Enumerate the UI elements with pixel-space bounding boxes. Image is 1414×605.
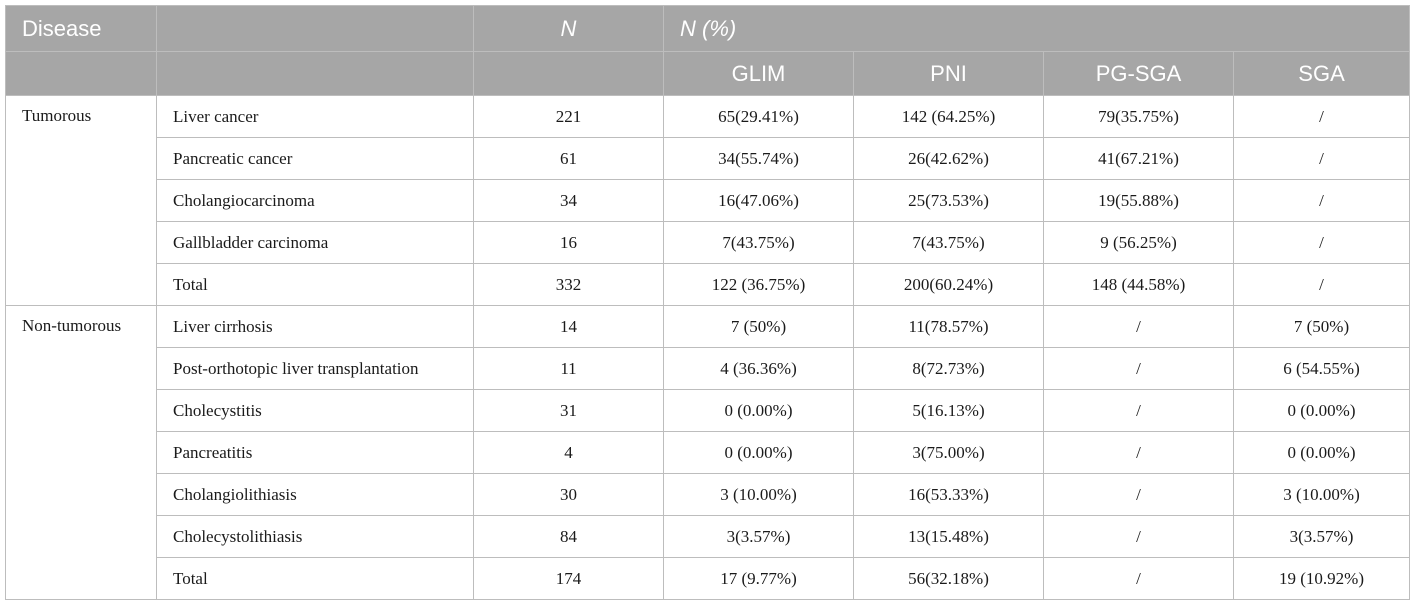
group-label: Tumorous <box>6 96 157 306</box>
cell-pg-sga: / <box>1044 390 1234 432</box>
table-row <box>6 516 1410 558</box>
cell-pni: 5(16.13%) <box>854 390 1044 432</box>
cell-glim: 122 (36.75%) <box>664 264 854 306</box>
cell-disease: Post-orthotopic liver transplantation <box>157 348 474 390</box>
table-row <box>6 474 1410 516</box>
cell-pni: 3(75.00%) <box>854 432 1044 474</box>
cell-glim: 16(47.06%) <box>664 180 854 222</box>
table-row <box>6 222 1410 264</box>
cell-n: 61 <box>474 138 664 180</box>
cell-pg-sga: / <box>1044 516 1234 558</box>
header-disease: Disease <box>6 6 157 52</box>
cell-pni: 56(32.18%) <box>854 558 1044 600</box>
cell-glim: 0 (0.00%) <box>664 390 854 432</box>
cell-sga: / <box>1234 180 1410 222</box>
header-blank <box>6 52 157 96</box>
cell-pg-sga: / <box>1044 474 1234 516</box>
cell-disease: Pancreatitis <box>157 432 474 474</box>
cell-pg-sga: 148 (44.58%) <box>1044 264 1234 306</box>
cell-disease: Total <box>157 264 474 306</box>
cell-disease: Cholecystitis <box>157 390 474 432</box>
cell-sga: 3 (10.00%) <box>1234 474 1410 516</box>
cell-pg-sga: 9 (56.25%) <box>1044 222 1234 264</box>
cell-glim: 0 (0.00%) <box>664 432 854 474</box>
cell-pg-sga: / <box>1044 348 1234 390</box>
cell-pg-sga: / <box>1044 306 1234 348</box>
cell-pni: 25(73.53%) <box>854 180 1044 222</box>
header-row-1 <box>6 6 1410 52</box>
cell-glim: 65(29.41%) <box>664 96 854 138</box>
cell-sga: / <box>1234 138 1410 180</box>
cell-pni: 8(72.73%) <box>854 348 1044 390</box>
cell-n: 221 <box>474 96 664 138</box>
cell-n: 11 <box>474 348 664 390</box>
table-row <box>6 432 1410 474</box>
table-row <box>6 558 1410 600</box>
group-label: Non-tumorous <box>6 306 157 600</box>
cell-glim: 17 (9.77%) <box>664 558 854 600</box>
cell-disease: Pancreatic cancer <box>157 138 474 180</box>
header-blank <box>157 6 474 52</box>
header-n: N <box>474 6 664 52</box>
header-blank <box>474 52 664 96</box>
table-row <box>6 264 1410 306</box>
cell-sga: 19 (10.92%) <box>1234 558 1410 600</box>
cell-n: 174 <box>474 558 664 600</box>
cell-sga: 7 (50%) <box>1234 306 1410 348</box>
cell-pni: 7(43.75%) <box>854 222 1044 264</box>
cell-glim: 3 (10.00%) <box>664 474 854 516</box>
cell-sga: / <box>1234 264 1410 306</box>
table-row <box>6 348 1410 390</box>
cell-sga: / <box>1234 222 1410 264</box>
cell-disease: Cholangiocarcinoma <box>157 180 474 222</box>
cell-disease: Liver cancer <box>157 96 474 138</box>
cell-glim: 7(43.75%) <box>664 222 854 264</box>
cell-sga: / <box>1234 96 1410 138</box>
table-row <box>6 138 1410 180</box>
cell-n: 332 <box>474 264 664 306</box>
cell-n: 34 <box>474 180 664 222</box>
cell-pg-sga: / <box>1044 558 1234 600</box>
header-pni: PNI <box>854 52 1044 96</box>
cell-sga: 3(3.57%) <box>1234 516 1410 558</box>
cell-glim: 4 (36.36%) <box>664 348 854 390</box>
header-n-pct-text: N (%) <box>680 15 737 41</box>
cell-disease: Cholangiolithiasis <box>157 474 474 516</box>
cell-disease: Gallbladder carcinoma <box>157 222 474 264</box>
cell-disease: Cholecystolithiasis <box>157 516 474 558</box>
cell-pni: 13(15.48%) <box>854 516 1044 558</box>
cell-pni: 26(42.62%) <box>854 138 1044 180</box>
cell-disease: Liver cirrhosis <box>157 306 474 348</box>
cell-n: 14 <box>474 306 664 348</box>
table-row <box>6 180 1410 222</box>
cell-pg-sga: 79(35.75%) <box>1044 96 1234 138</box>
header-sga: SGA <box>1234 52 1410 96</box>
cell-sga: 0 (0.00%) <box>1234 432 1410 474</box>
cell-pg-sga: 19(55.88%) <box>1044 180 1234 222</box>
data-table <box>5 5 1410 600</box>
cell-pni: 142 (64.25%) <box>854 96 1044 138</box>
cell-n: 84 <box>474 516 664 558</box>
header-pg-sga: PG-SGA <box>1044 52 1234 96</box>
header-n-pct <box>664 6 1410 52</box>
cell-pni: 200(60.24%) <box>854 264 1044 306</box>
cell-sga: 0 (0.00%) <box>1234 390 1410 432</box>
cell-pni: 11(78.57%) <box>854 306 1044 348</box>
cell-glim: 34(55.74%) <box>664 138 854 180</box>
cell-pg-sga: 41(67.21%) <box>1044 138 1234 180</box>
cell-n: 31 <box>474 390 664 432</box>
table-row <box>6 390 1410 432</box>
table-body <box>6 96 1410 600</box>
table-row <box>6 306 1410 348</box>
table-row <box>6 96 1410 138</box>
cell-sga: 6 (54.55%) <box>1234 348 1410 390</box>
header-glim: GLIM <box>664 52 854 96</box>
header-row-2 <box>6 52 1410 96</box>
cell-n: 30 <box>474 474 664 516</box>
cell-n: 16 <box>474 222 664 264</box>
cell-pg-sga: / <box>1044 432 1234 474</box>
cell-n: 4 <box>474 432 664 474</box>
cell-pni: 16(53.33%) <box>854 474 1044 516</box>
header-blank <box>157 52 474 96</box>
cell-glim: 3(3.57%) <box>664 516 854 558</box>
cell-disease: Total <box>157 558 474 600</box>
cell-glim: 7 (50%) <box>664 306 854 348</box>
